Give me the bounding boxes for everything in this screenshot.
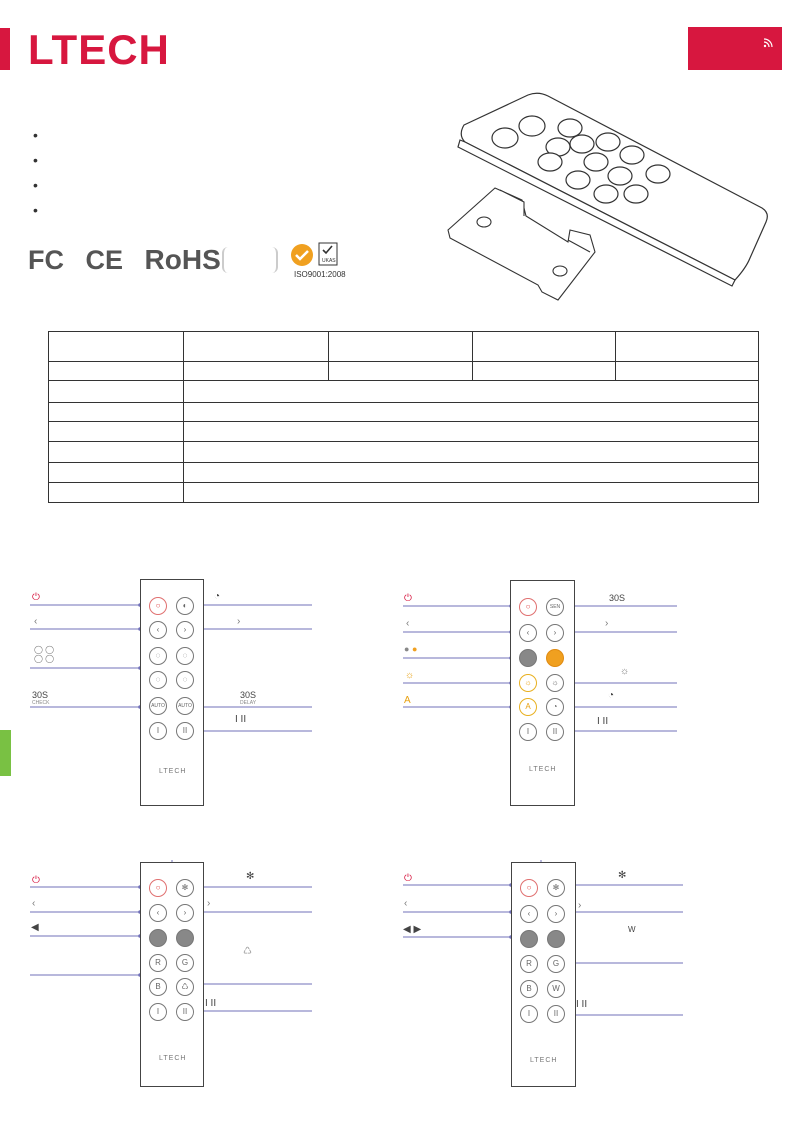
scene-30s-label: 30S (609, 593, 626, 603)
green-button: G (176, 954, 194, 972)
auto-button-1: AUTO (149, 697, 167, 715)
mode-button-3: ◌ (149, 671, 167, 689)
fcc-logo: FC (28, 245, 64, 275)
remote-bottom-left (140, 862, 204, 1087)
delay-label: DELAY (240, 700, 257, 706)
header-accent-bar (0, 28, 10, 70)
remote-logo: LTECH (530, 1057, 558, 1064)
timer-icon: ◔ (214, 591, 221, 602)
header-badge (688, 27, 782, 70)
cert-row (28, 244, 221, 276)
power-icon: ⏻ (404, 593, 412, 604)
cool-button (519, 649, 537, 667)
stop-button: I (519, 723, 537, 741)
warm-button (546, 649, 564, 667)
gear-icon: ✻ (246, 871, 255, 882)
stop-button: I (149, 1003, 167, 1021)
pause-icon: I II (576, 999, 588, 1010)
rohs-logo: RoHS (144, 244, 221, 275)
power-button: ○ (149, 879, 167, 897)
mode-button-2: ◌ (176, 647, 194, 665)
remote-product-illustration (440, 90, 770, 305)
remote-bottom-right (511, 862, 576, 1087)
bright-icon: ☼ (405, 670, 415, 681)
color-button-2 (547, 930, 565, 948)
scene-button: SEN (546, 598, 564, 616)
mode-30s-label: 30S (32, 690, 49, 700)
scene-icon: A (404, 695, 411, 706)
bullet-1: • (33, 127, 38, 143)
brand-logo: LTECH (28, 26, 170, 73)
specification-table (48, 331, 759, 503)
green-button: G (547, 955, 565, 973)
right-arrow-icon: › (237, 616, 241, 627)
pause-button: II (176, 1003, 194, 1021)
right-button: › (176, 904, 194, 922)
cycle-button: ♺ (176, 978, 194, 996)
power-button: ○ (519, 598, 537, 616)
left-button: ‹ (149, 621, 167, 639)
sun-icon: ☼ (620, 666, 630, 677)
gear-icon: ✻ (618, 870, 627, 881)
right-button: › (176, 621, 194, 639)
white-button: W (547, 980, 565, 998)
right-arrow-icon: › (207, 898, 211, 909)
left-button: ‹ (149, 904, 167, 922)
left-arrow-icon: ‹ (34, 616, 38, 627)
bullet-4: • (33, 202, 38, 218)
bullet-2: • (33, 152, 38, 168)
blue-button: B (520, 980, 538, 998)
back-forward-icons: ◀ ▶ (403, 924, 422, 935)
blue-button: B (149, 978, 167, 996)
mode-button-4: ◌ (176, 671, 194, 689)
gear-button: ✻ (176, 879, 194, 897)
red-button: R (149, 954, 167, 972)
red-button: R (520, 955, 538, 973)
svg-text:UKAS: UKAS (322, 258, 336, 264)
pause-icon: I II (597, 716, 609, 727)
ring-icons: ◯ ◯ ◯ ◯ (34, 645, 55, 663)
mode-button-1: ◌ (149, 647, 167, 665)
stop-button: I (149, 722, 167, 740)
iso-label: ISO9001:2008 (294, 270, 346, 279)
power-button: ○ (149, 597, 167, 615)
left-button: ‹ (519, 624, 537, 642)
delay-30s-label: 30S (240, 690, 257, 700)
stop-button: I (520, 1005, 538, 1023)
remote-logo: LTECH (529, 766, 557, 773)
auto-button-2: AUTO (176, 697, 194, 715)
iso-certificate-icon (288, 240, 344, 272)
color-button-1 (149, 929, 167, 947)
gear-button: ✻ (547, 879, 565, 897)
remote-logo: LTECH (159, 768, 187, 775)
remote-top-right (510, 580, 575, 806)
bright-button: ☼ (519, 674, 537, 692)
color-button-1 (520, 930, 538, 948)
pause-button: II (176, 722, 194, 740)
ce-logo: CE (85, 245, 124, 275)
check-label: CHECK (32, 700, 50, 706)
wireless-icon (688, 27, 782, 70)
pause-button: II (546, 723, 564, 741)
recycle-icon: ♺ (243, 946, 252, 957)
pause-icon: I II (235, 714, 247, 725)
left-arrow-icon: ‹ (32, 898, 36, 909)
right-arrow-icon: › (605, 618, 609, 629)
pause-button: II (547, 1005, 565, 1023)
right-arrow-icon: › (578, 900, 582, 911)
dim-button: ☼ (546, 674, 564, 692)
right-button: › (547, 905, 565, 923)
timer-icon: ◔ (608, 690, 615, 701)
left-button: ‹ (520, 905, 538, 923)
left-arrow-icon: ‹ (404, 898, 408, 909)
power-button: ○ (520, 879, 538, 897)
color-button-2 (176, 929, 194, 947)
power-icon: ⏻ (32, 875, 40, 886)
left-arrow-icon: ‹ (406, 618, 410, 629)
back-icon: ◀ (31, 922, 39, 933)
cool-warm-icons: ● ● (404, 644, 418, 654)
scene-button-2: A (519, 698, 537, 716)
remote-logo: LTECH (159, 1055, 187, 1062)
right-button: › (546, 624, 564, 642)
power-icon: ⏻ (32, 592, 40, 603)
cert-blank-logo (222, 247, 278, 273)
remote-top-left (140, 579, 204, 806)
auto-button: ◔ (546, 698, 564, 716)
timer-button: ◐ (176, 597, 194, 615)
power-icon: ⏻ (404, 873, 412, 884)
pause-icon: I II (205, 998, 217, 1009)
white-label: W (628, 925, 636, 934)
bullet-3: • (33, 177, 38, 193)
